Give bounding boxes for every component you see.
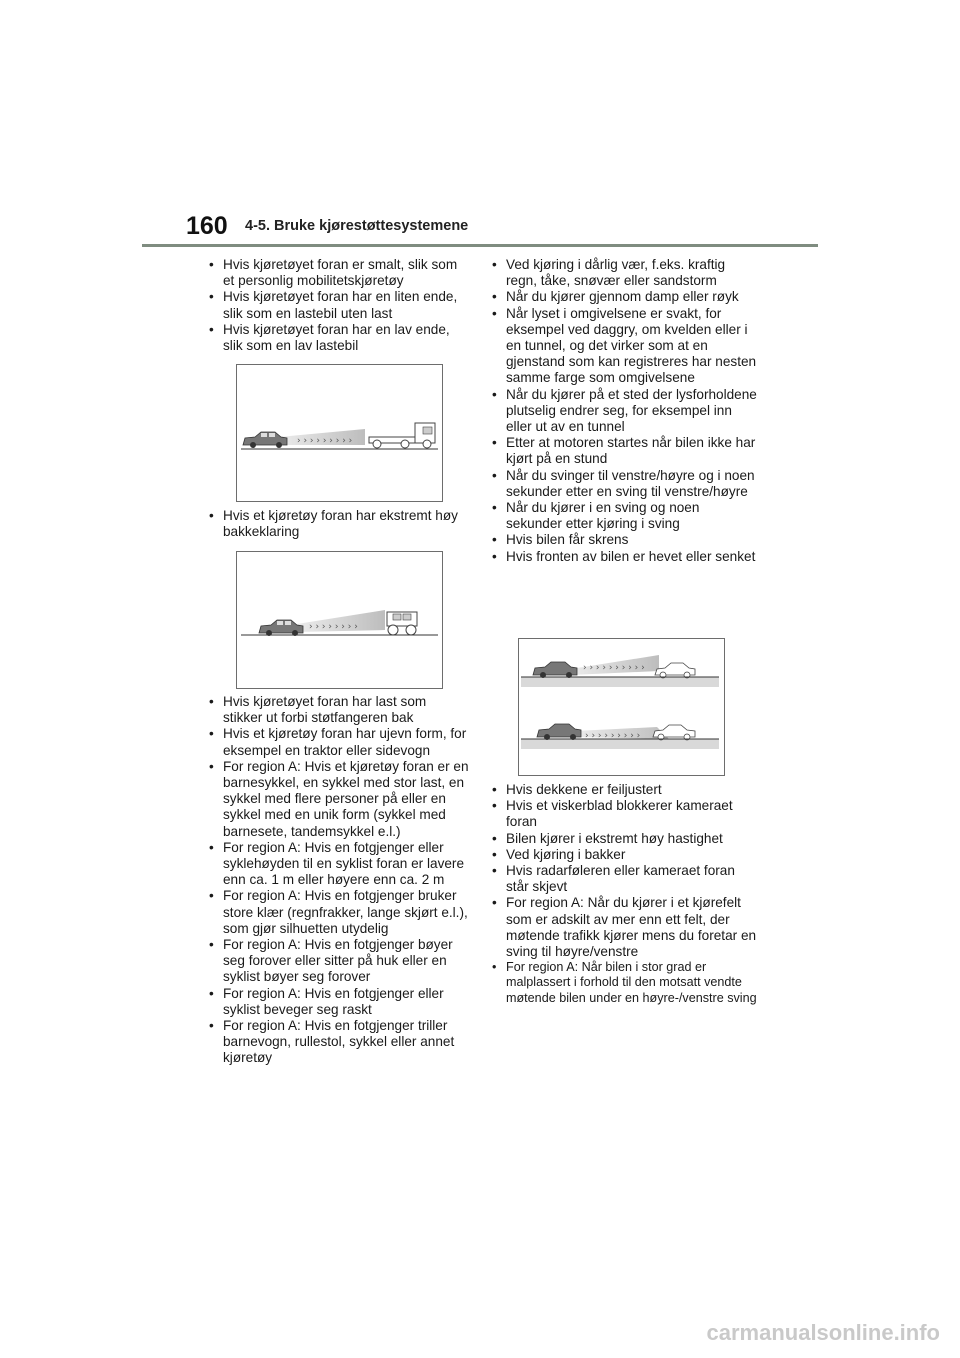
list-item: • Hvis dekkene er feiljustert bbox=[490, 782, 758, 798]
list-item: • Hvis et kjøretøy foran har ujevn form, for eksempel en traktor eller sidevogn bbox=[207, 726, 469, 758]
list-item: • Etter at motoren startes når bilen ikke har kjørt på en stund bbox=[490, 435, 758, 467]
list-item: • For region A: Hvis en fotgjenger eller syklehøyden til en syklist foran er lavere enn ca. 1 m eller høyere enn ca. 2 m bbox=[207, 840, 469, 889]
figure-high-clearance bbox=[236, 551, 443, 689]
header-rule bbox=[142, 244, 818, 247]
list-item: • Hvis fronten av bilen er hevet eller senket bbox=[490, 549, 758, 565]
list-item: • Hvis et viskerblad blokkerer kameraet foran bbox=[490, 798, 758, 830]
left-list-a bbox=[207, 257, 469, 354]
svg-text:› › › › › › › › ›: › › › › › › › › › bbox=[585, 731, 641, 741]
watermark: carmanualsonline.info bbox=[706, 1320, 940, 1345]
list-item: • Når lyset i omgivelsene er svakt, for eksempel ved daggry, om kvelden eller i en tunnel, og det virker som at en gjenstand som kan registreres har nesten samme farge som omgivelsene bbox=[490, 306, 758, 387]
list-item: • For region A: Hvis et kjøretøy foran er en barnesykkel, en sykkel med stor last, en sykkel med flere personer på eller en sykkel med en unik form (sykkel med barnesete, tandemsykkel e.l.) bbox=[207, 759, 469, 840]
list-item: • Når du svinger til venstre/høyre og i noen sekunder etter en sving til venstre/høyre bbox=[490, 468, 758, 500]
figure-low-truck bbox=[236, 364, 443, 502]
list-item: • Bilen kjører i ekstremt høy hastighet bbox=[490, 831, 758, 847]
list-item: • Når du kjører på et sted der lysforholdene plutselig endrer seg, for eksempel inn eller ut av en tunnel bbox=[490, 387, 758, 436]
svg-text:› › › › › › › › › ›: › › › › › › › › › › bbox=[583, 663, 645, 673]
list-item: • For region A: Hvis en fotgjenger triller barnevogn, rullestol, sykkel eller annet kjøretøy bbox=[207, 1018, 469, 1067]
list-item: • Når du kjører gjennom damp eller røyk bbox=[490, 289, 758, 305]
list-item: • Hvis kjøretøyet foran har en liten ende, slik som en lastebil uten last bbox=[207, 289, 469, 321]
left-list-c bbox=[207, 694, 469, 1067]
page-number: 160 bbox=[186, 212, 228, 240]
list-item: • Ved kjøring i bakker bbox=[490, 847, 758, 863]
section-title: 4-5. Bruke kjørestøttesystemene bbox=[245, 218, 469, 234]
list-item: • Når du kjører i en sving og noen sekunder etter kjøring i sving bbox=[490, 500, 758, 532]
list-item: • Hvis bilen får skrens bbox=[490, 532, 758, 548]
list-item: • For region A: Hvis en fotgjenger eller syklist beveger seg raskt bbox=[207, 986, 469, 1018]
list-item: • Hvis et kjøretøy foran har ekstremt høy bakkeklaring bbox=[207, 508, 469, 540]
right-list-b bbox=[490, 782, 758, 1006]
svg-text:› › › › › › › ›: › › › › › › › › bbox=[309, 622, 358, 632]
list-item: • For region A: Hvis en fotgjenger bruker store klær (regnfrakker, lange skjørt e.l.), som gjør silhuetten utydelig bbox=[207, 888, 469, 937]
list-item: • For region A: Når du kjører i et kjørefelt som er adskilt av mer enn ett felt, der møtende trafikk kjører mens du foretar en sving til høyre/venstre bbox=[490, 895, 758, 960]
list-item: • Hvis kjøretøyet foran har en lav ende, slik som en lav lastebil bbox=[207, 322, 469, 354]
list-item: • For region A: Når bilen i stor grad er malplassert i forhold til den motsatt vendte møtende bilen under en høyre-/venstre sving bbox=[490, 960, 758, 1006]
list-item: • Ved kjøring i dårlig vær, f.eks. kraftig regn, tåke, snøvær eller sandstorm bbox=[490, 257, 758, 289]
left-list-b bbox=[207, 508, 469, 540]
list-item: • For region A: Hvis en fotgjenger bøyer seg forover eller sitter på huk eller en syklist bøyer seg forover bbox=[207, 937, 469, 986]
list-item: • Hvis radarføleren eller kameraet foran står skjevt bbox=[490, 863, 758, 895]
right-list-a bbox=[490, 257, 758, 565]
list-item: • Hvis kjøretøyet foran har last som stikker ut forbi støtfangeren bak bbox=[207, 694, 469, 726]
list-item: • Hvis kjøretøyet foran er smalt, slik som et personlig mobilitetskjøretøy bbox=[207, 257, 469, 289]
figure-skid-slope bbox=[518, 638, 725, 776]
svg-text:› › › › › › › › ›: › › › › › › › › › bbox=[297, 436, 353, 446]
